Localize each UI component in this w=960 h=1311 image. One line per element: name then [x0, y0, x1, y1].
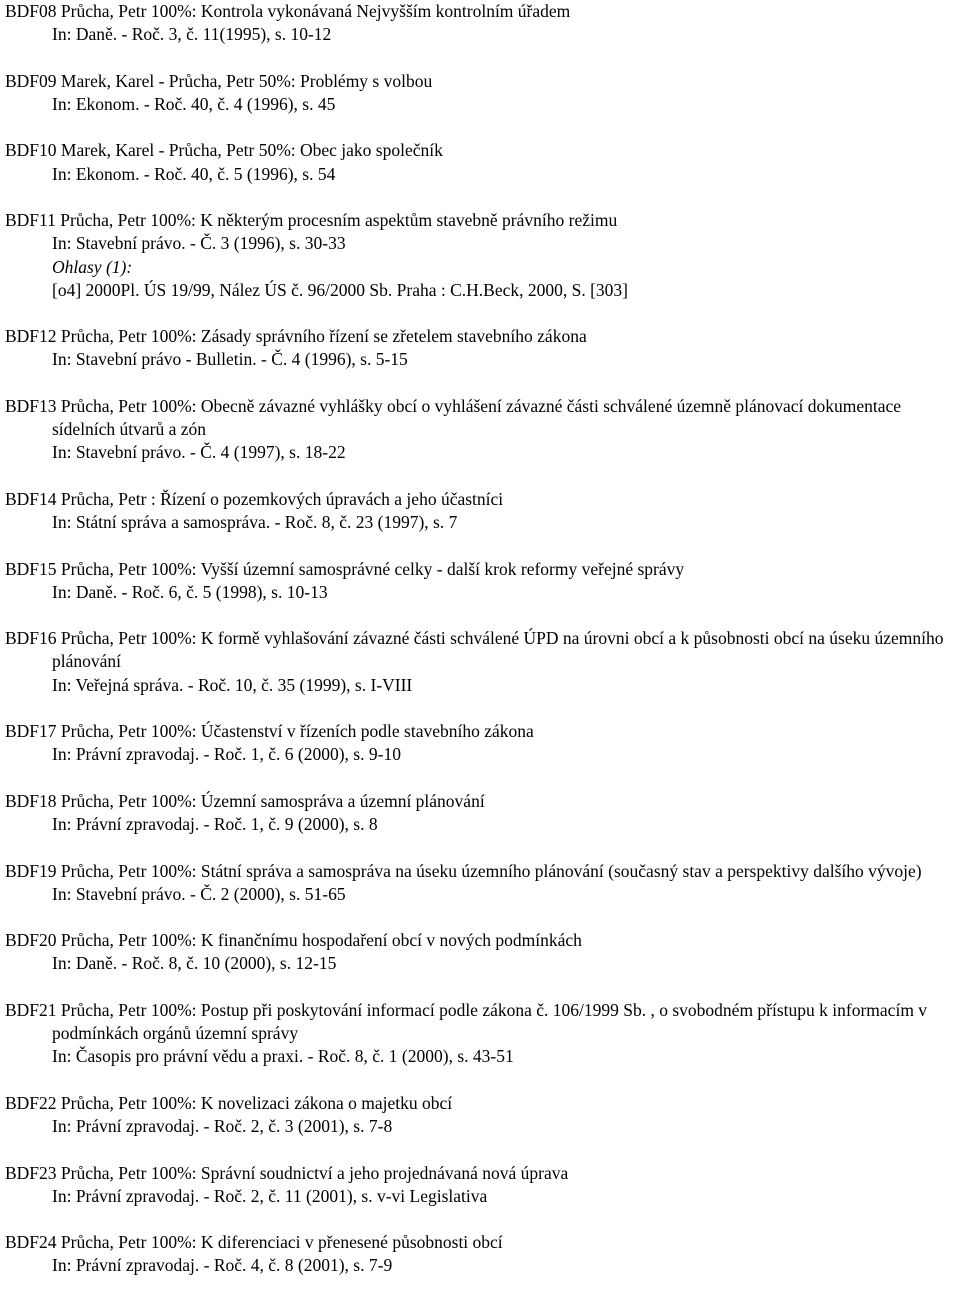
entry-code: BDF12 [5, 326, 57, 347]
entry-title-text: Průcha, Petr 100%: K finančnímu hospodaření obcí v nových podmínkách [60, 930, 582, 951]
entry-source: In: Stavební právo. - Č. 4 (1997), s. 18-22 [52, 442, 346, 463]
entry-code: BDF11 [5, 210, 56, 231]
entry-title-text: Průcha, Petr 100%: Postup při poskytování informací podle zákona č. 106/1999 Sb. , o svobodném přístupu k informacím v podmínkách orgánů územní správy [52, 999, 928, 1044]
bibliography-entry [0, 0, 960, 46]
entry-code: BDF24 [5, 1232, 57, 1253]
entry-title [0, 999, 960, 1045]
bibliography-entry [0, 1162, 960, 1208]
entry-title [0, 860, 960, 883]
bibliography-entry [0, 139, 960, 185]
entry-code: BDF19 [5, 860, 57, 881]
entry-source: In: Státní správa a samospráva. - Roč. 8, č. 23 (1997), s. 7 [52, 512, 458, 533]
entry-source: In: Právní zpravodaj. - Roč. 4, č. 8 (2001), s. 7-9 [52, 1255, 393, 1276]
bibliography-entry [0, 929, 960, 975]
entry-source: In: Veřejná správa. - Roč. 10, č. 35 (1999), s. I-VIII [52, 674, 413, 695]
entry-title [0, 0, 960, 23]
entry-title-text: Průcha, Petr : Řízení o pozemkových úpravách a jeho účastníci [60, 488, 504, 509]
entry-title [0, 627, 960, 673]
bibliography-entry [0, 1092, 960, 1138]
bibliography-entry [0, 627, 960, 697]
entry-source: In: Právní zpravodaj. - Roč. 1, č. 9 (2000), s. 8 [52, 814, 378, 835]
bibliography-entry [0, 720, 960, 766]
entry-code: BDF15 [5, 558, 57, 579]
entry-title [0, 1092, 960, 1115]
entry-code: BDF18 [5, 790, 57, 811]
entry-title [0, 1162, 960, 1185]
bibliography-entry [0, 558, 960, 604]
bibliography-entry [0, 209, 960, 302]
entry-code: BDF08 [5, 1, 57, 21]
entry-title-text: Průcha, Petr 100%: Kontrola vykonávaná Nejvyšším kontrolním úřadem [60, 1, 571, 21]
entry-source: In: Stavební právo. - Č. 2 (2000), s. 51-65 [52, 883, 346, 904]
entry-title-text: Průcha, Petr 100%: K novelizaci zákona o majetku obcí [60, 1092, 453, 1113]
entry-code: BDF13 [5, 395, 57, 416]
entry-code: BDF20 [5, 930, 57, 951]
entry-title [0, 558, 960, 581]
entry-source: In: Daně. - Roč. 6, č. 5 (1998), s. 10-13 [52, 581, 328, 602]
entry-source: In: Daně. - Roč. 8, č. 10 (2000), s. 12-15 [52, 953, 337, 974]
entry-title [0, 70, 960, 93]
entry-title-text: Marek, Karel - Průcha, Petr 50%: Obec jako společník [60, 140, 443, 161]
entry-source: In: Stavební právo. - Č. 3 (1996), s. 30-33 [52, 233, 346, 254]
entry-title [0, 720, 960, 743]
entry-title-text: Průcha, Petr 100%: Správní soudnictví a jeho projednávaná nová úprava [60, 1162, 569, 1183]
entry-title [0, 209, 960, 232]
entry-title-text: Marek, Karel - Průcha, Petr 50%: Problémy s volbou [60, 70, 433, 91]
bibliography-entry [0, 325, 960, 371]
bibliography-entry [0, 1231, 960, 1277]
entry-title-text: Průcha, Petr 100%: K některým procesním aspektům stavebně právního režimu [60, 210, 618, 231]
entry-source: In: Ekonom. - Roč. 40, č. 4 (1996), s. 45 [52, 93, 336, 114]
bibliography-entry [0, 395, 960, 465]
entry-source: In: Časopis pro právní vědu a praxi. - Roč. 8, č. 1 (2000), s. 43-51 [52, 1046, 514, 1067]
entry-code: BDF21 [5, 999, 57, 1020]
bibliography-entry [0, 999, 960, 1069]
entry-source: In: Daně. - Roč. 3, č. 11(1995), s. 10-12 [52, 24, 332, 45]
citation-item: [o4] 2000Pl. ÚS 19/99, Nález ÚS č. 96/2000 Sb. Praha : C.H.Beck, 2000, S. [303] [52, 279, 629, 300]
entry-code: BDF23 [5, 1162, 57, 1183]
entry-title [0, 1231, 960, 1254]
entry-title-text: Průcha, Petr 100%: K diferenciaci v přenesené působnosti obcí [60, 1232, 503, 1253]
entry-source: In: Ekonom. - Roč. 40, č. 5 (1996), s. 54 [52, 163, 336, 184]
entry-title-text: Průcha, Petr 100%: Zásady správního řízení se zřetelem stavebního zákona [60, 326, 587, 347]
bibliography-entry [0, 488, 960, 534]
entry-source: In: Právní zpravodaj. - Roč. 1, č. 6 (2000), s. 9-10 [52, 744, 401, 765]
entry-code: BDF17 [5, 721, 57, 742]
bibliography-entry [0, 860, 960, 906]
bibliography-entry [0, 790, 960, 836]
entry-title [0, 395, 960, 441]
citations-label: Ohlasy (1): [52, 256, 133, 277]
entry-title [0, 488, 960, 511]
entry-title-text: Průcha, Petr 100%: Obecně závazné vyhlášky obcí o vyhlášení závazné části schválené územně plánovací dokumentace sídelních útvarů a zón [52, 395, 902, 440]
entry-source: In: Právní zpravodaj. - Roč. 2, č. 11 (2001), s. v-vi Legislativa [52, 1185, 488, 1206]
entry-code: BDF22 [5, 1092, 57, 1113]
entry-title-text: Průcha, Petr 100%: Vyšší územní samosprávné celky - další krok reformy veřejné správy [60, 558, 685, 579]
entry-source: In: Stavební právo - Bulletin. - Č. 4 (1996), s. 5-15 [52, 349, 408, 370]
entry-code: BDF14 [5, 488, 57, 509]
entry-title [0, 139, 960, 162]
entry-title [0, 790, 960, 813]
entry-source: In: Právní zpravodaj. - Roč. 2, č. 3 (2001), s. 7-8 [52, 1116, 393, 1137]
entry-title-text: Průcha, Petr 100%: Územní samospráva a územní plánování [60, 790, 485, 811]
entry-code: BDF16 [5, 628, 57, 649]
entry-code: BDF10 [5, 140, 57, 161]
entry-title-text: Průcha, Petr 100%: Státní správa a samospráva na úseku územního plánování (současný stav a perspektivy dalšího vývoje) [60, 860, 922, 881]
entry-title [0, 325, 960, 348]
entry-code: BDF09 [5, 70, 57, 91]
entry-title [0, 929, 960, 952]
entry-title-text: Průcha, Petr 100%: K formě vyhlašování závazné části schválené ÚPD na úrovni obcí a k působnosti obcí na úseku územního plánování [52, 628, 944, 672]
bibliography-entry [0, 70, 960, 116]
entry-title-text: Průcha, Petr 100%: Účastenství v řízeních podle stavebního zákona [60, 721, 534, 742]
